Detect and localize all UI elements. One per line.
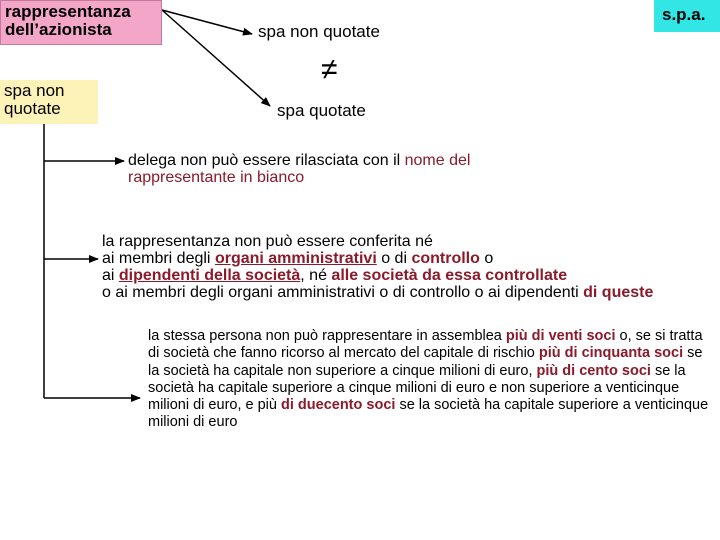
not-equal-sign: ≠ xyxy=(321,53,338,86)
spa-non-quotate-box xyxy=(0,80,98,124)
spa-non-quotate-box-label: spa non quotate xyxy=(4,81,65,118)
stessa-persona-paragraph: la stessa persona non può rappresentare in assemblea più di venti soci o, se si tratta di società che fanno ricorso al mercato del capitale di rischio più di cinquanta soci se la società ha capitale non superiore a cinque milioni di euro, più di cento soci se la società ha capitale superiore a cinque milioni di euro e non superiore a venticinque milioni di euro, e più di duecento soci se la società ha capitale superiore a venticinque milioni di euro xyxy=(148,328,709,431)
rappresentanza-label: rappresentanza dell’azionista xyxy=(5,2,131,39)
spa-badge-label: s.p.a. xyxy=(662,5,706,24)
spa-non-quotate-label: spa non quotate xyxy=(258,22,380,41)
spa-badge xyxy=(654,0,720,32)
delega-highlight: nome del rappresentante in bianco xyxy=(128,152,471,186)
delega-paragraph: delega non può essere rilasciata con il nome del rappresentante in bianco xyxy=(128,152,471,186)
spa-quotate-label: spa quotate xyxy=(277,101,366,120)
rappresentanza-box xyxy=(0,0,162,45)
rappresentanza-paragraph: la rappresentanza non può essere conferita né ai membri degli organi amministrativi o di controllo o ai dipendenti della società, né alle società da essa controllate o ai membri degli organi amministrativi o di controllo o ai dipendenti di queste xyxy=(102,233,654,301)
